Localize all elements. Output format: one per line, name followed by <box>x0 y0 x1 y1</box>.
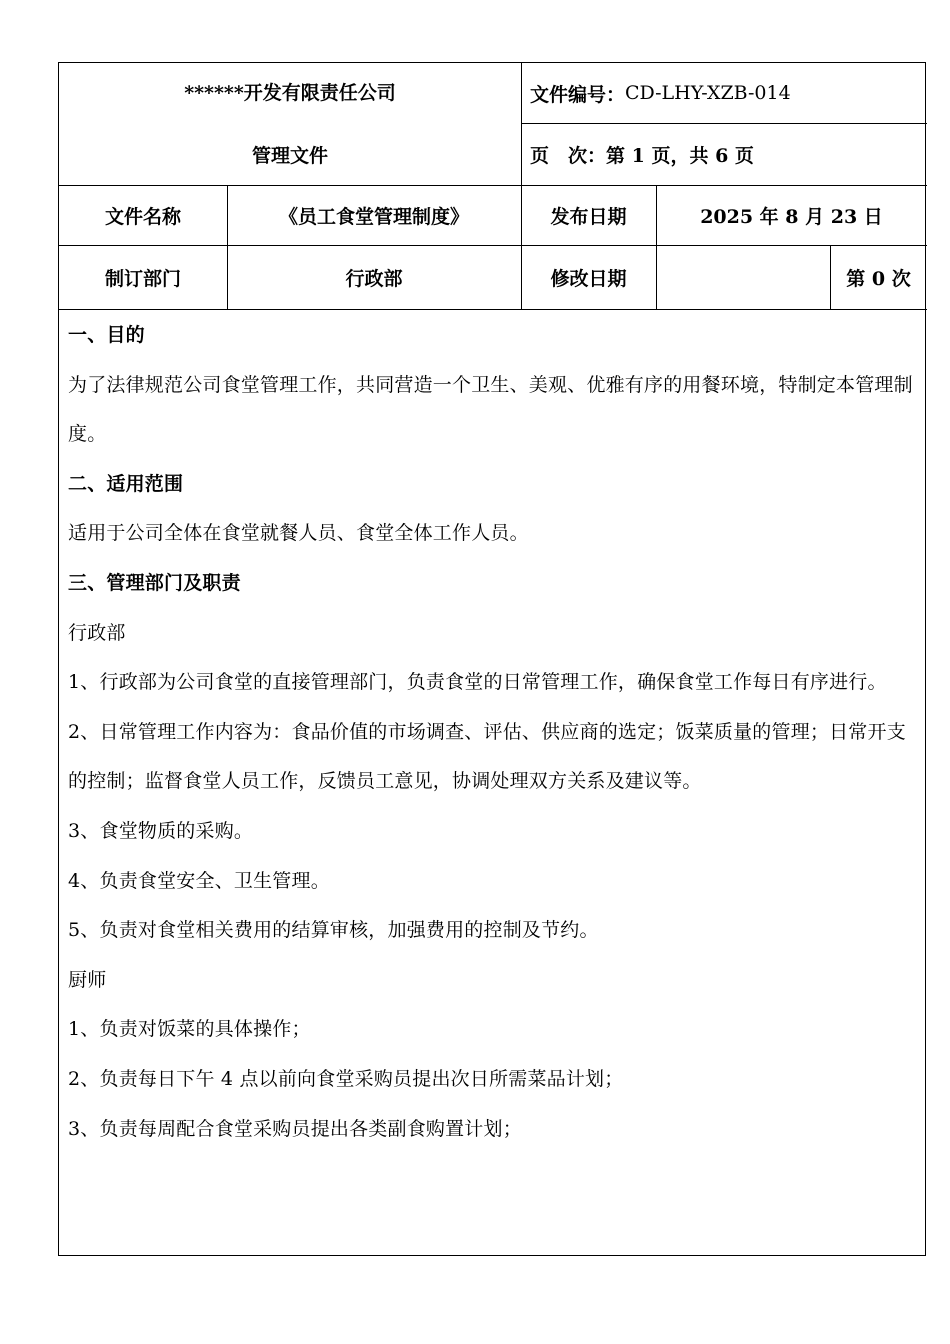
document-frame <box>58 62 926 1256</box>
file-number-label: 文件编号： <box>530 83 626 106</box>
section-heading: 一、目的 <box>68 324 145 346</box>
subheading: 厨师 <box>68 968 107 991</box>
revise-date-value <box>656 245 830 309</box>
file-name-label: 文件名称 <box>104 205 181 228</box>
section-heading: 二、适用范围 <box>68 472 184 495</box>
document-body <box>68 311 920 1154</box>
page-info: 页 次：第 1 页，共 6 页 <box>530 144 754 167</box>
divider <box>59 309 927 310</box>
company-name: ******开发有限责任公司 <box>184 81 396 104</box>
file-number-cell <box>530 63 927 123</box>
list-item: 1、负责对饭菜的具体操作； <box>68 1018 311 1041</box>
publish-date-label: 发布日期 <box>550 205 627 228</box>
publish-date-value: 2025 年 8 月 23 日 <box>700 205 883 228</box>
list-item: 4、负责食堂安全、卫生管理。 <box>68 869 330 892</box>
file-number-value: CD-LHY-XZB-014 <box>625 82 791 104</box>
department-value: 行政部 <box>345 267 403 290</box>
paragraph: 为了法律规范公司食堂管理工作，共同营造一个卫生、美观、优雅有序的用餐环境，特制定本管理制度。 <box>68 373 913 446</box>
list-item: 3、负责每周配合食堂采购员提出各类副食购置计划； <box>68 1117 522 1140</box>
list-item: 2、负责每日下午 4 点以前向食堂采购员提出次日所需菜品计划； <box>68 1067 624 1090</box>
revise-date-label: 修改日期 <box>550 267 627 290</box>
paragraph: 适用于公司全体在食堂就餐人员、食堂全体工作人员。 <box>68 522 529 545</box>
section-heading: 三、管理部门及职责 <box>68 571 241 594</box>
list-item: 2、日常管理工作内容为：食品价值的市场调查、评估、供应商的选定；饭菜质量的管理；日常开支的控制；监督食堂人员工作，反馈员工意见，协调处理双方关系及建议等。 <box>68 720 906 793</box>
file-name-value: 《员工食堂管理制度》 <box>278 205 469 228</box>
list-item: 1、行政部为公司食堂的直接管理部门，负责食堂的日常管理工作，确保食堂工作每日有序进行。 <box>68 671 887 694</box>
subheading: 行政部 <box>68 621 126 644</box>
department-label: 制订部门 <box>104 267 181 290</box>
revision-count: 第 0 次 <box>846 267 911 290</box>
list-item: 3、食堂物质的采购。 <box>68 819 254 842</box>
list-item: 5、负责对食堂相关费用的结算审核，加强费用的控制及节约。 <box>68 919 599 942</box>
document-type: 管理文件 <box>251 144 328 167</box>
